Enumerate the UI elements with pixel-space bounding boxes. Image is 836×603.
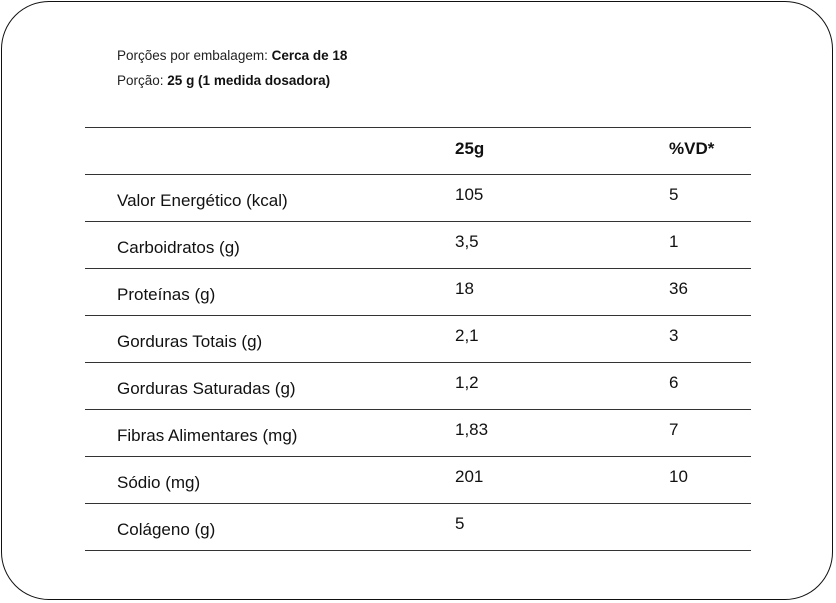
table-header-row (85, 127, 751, 174)
nutrient-daily-value: 5 (669, 185, 679, 204)
nutrient-amount: 1,2 (455, 373, 479, 392)
nutrient-name: Valor Energético (kcal) (117, 191, 288, 210)
table-row (85, 503, 751, 551)
nutrient-name: Sódio (mg) (117, 473, 201, 492)
nutrient-amount: 3,5 (455, 232, 479, 251)
nutrient-daily-value: 6 (669, 373, 679, 392)
table-row (85, 221, 751, 268)
nutrient-daily-value: 36 (669, 279, 688, 298)
nutrient-daily-value: 3 (669, 326, 679, 345)
table-row (85, 409, 751, 456)
portion-value: 25 g (1 medida dosadora) (167, 73, 331, 88)
nutrient-name: Fibras Alimentares (mg) (117, 426, 298, 445)
header-amount: 25g (455, 139, 485, 158)
table-row (85, 315, 751, 362)
nutrient-daily-value: 10 (669, 467, 688, 486)
servings-per-package (117, 48, 347, 63)
nutrient-name: Colágeno (g) (117, 520, 216, 539)
servings-per-package-label: Porções por embalagem: (117, 48, 268, 63)
nutrient-name: Proteínas (g) (117, 285, 216, 304)
table-row (85, 456, 751, 503)
portion-label: Porção: (117, 73, 164, 88)
table-row (85, 174, 751, 221)
nutrient-name: Gorduras Totais (g) (117, 332, 263, 351)
nutrient-daily-value: 1 (669, 232, 679, 251)
nutrient-daily-value: 7 (669, 420, 679, 439)
servings-per-package-value: Cerca de 18 (271, 48, 348, 63)
header-daily-value: %VD* (669, 139, 715, 158)
nutrient-amount: 1,83 (455, 420, 489, 439)
portion-size (117, 73, 330, 88)
table-row (85, 362, 751, 409)
nutrient-name: Gorduras Saturadas (g) (117, 379, 296, 398)
table-row (85, 268, 751, 315)
nutrition-table (85, 127, 751, 551)
nutrient-amount: 105 (455, 185, 484, 204)
nutrient-amount: 18 (455, 279, 474, 298)
nutrient-name: Carboidratos (g) (117, 238, 240, 257)
nutrient-amount: 2,1 (455, 326, 479, 345)
nutrient-amount: 201 (455, 467, 484, 486)
nutrient-amount: 5 (455, 514, 465, 533)
